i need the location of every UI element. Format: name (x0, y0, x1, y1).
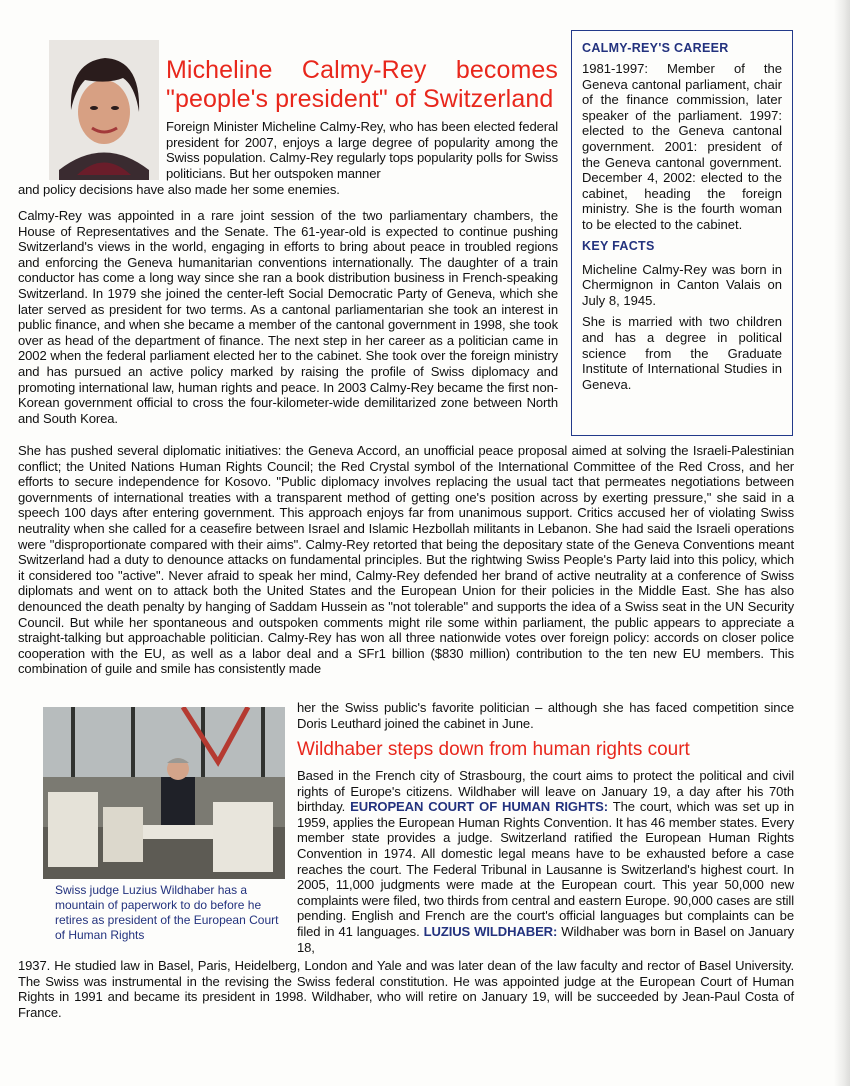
headline-word: Calmy-Rey (301, 56, 427, 84)
key-fact-family: She is married with two children and has a degree in political science from the Graduate Institute of International Studies in Geneva. (582, 314, 782, 392)
career-sidebar (571, 30, 793, 436)
headline-word: becomes (455, 56, 558, 84)
court-text-a: Based in the French city of Strasbourg, the court aims to protect the political and civil rights of Europe's citizens. Wildhaber will leave on January 19, a day after his 70th birthday. (297, 768, 794, 815)
key-facts-heading: KEY FACTS (582, 238, 655, 253)
key-fact-birth: Micheline Calmy-Rey was born in Chermignon in Canton Valais on July 8, 1945. (582, 261, 782, 308)
headline-wildhaber: Wildhaber steps down from human rights court (297, 739, 690, 760)
wildhaber-label: LUZIUS WILDHABER: (423, 923, 558, 939)
body-paragraph-court (297, 768, 794, 955)
headline-calmy-rey (166, 56, 558, 114)
career-heading: CALMY-REY'S CAREER (582, 41, 729, 55)
body-paragraph-appointment: Calmy-Rey was appointed in a rare joint session of the two parliamentary chambers, the House of Representatives and the Senate. The 61-year-old is expected to continue pushing Switzerland's views in the world, engaging in efforts to bring about peace in troubled regions and enforcing the Geneva humanitarian conventions internationally. The daughter of a train conductor has come a long way since she ran a book distribution business in French-speaking Switzerland. In 1979 she joined the center-left Social Democratic Party of Geneva, which she later served as president for two terms. As a cantonal parliamentarian she took an interest in public finance, and when she became a member of the cantonal government in 1998, she took over as head of the department of finance. The next step in her career as a politician came in 2002 when the federal parliament elected her to the cabinet. She took over the foreign ministry and has pursued an active policy marked by raising the profile of Swiss diplomacy and promoting international law, human rights and peace. In 2003 Calmy-Rey became the first non-Korean government official to cross the four-kilometer-wide demilitarized zone between North and South Korea. (18, 208, 558, 426)
body-paragraph-initiatives: She has pushed several diplomatic initiatives: the Geneva Accord, an unofficial peace proposal aimed at solving the Israeli-Palestinian conflict; the United Nations Human Rights Council; the Red Crystal symbol of the International Committee of the Red Cross, and her efforts to secure independence for Kosovo. "Public diplomacy involves replacing the usual tact that permeates negotiations between governments of international treaties with a transparent method of getting one's position across by exerting pressure," she said in a speech 100 days after entering government. This approach enjoys far from unanimous support. Critics accused her of violating Swiss neutrality when she called for a ceasefire between Israel and Islamic Hezbollah militants in Lebanon. She had said the Israeli operations were "disproportionate compared with their aims". Calmy-Rey retorted that being the depositary state of the Geneva Conventions meant Switzerland had a duty to denounce attacks on fundamental principles. But the rightwing Swiss People's Party laid into this policy, which it considered too "active". Never afraid to speak her mind, Calmy-Rey defended her brand of active neutrality at a conference of Swiss diplomats and went on to attack both the United States and the European Union for their policies in the Middle East. She has also denounced the death penalty by hanging of Saddam Hussein as "not tolerable" and supports the idea of a Swiss seat in the UN Security Council. But while her spontaneous and outspoken comments might rile some within parliament, the public appears to appreciate a straight-talking but approachable politician. Calmy-Rey has won all three nationwide votes over foreign policy: accords on closer police cooperation with the EU, as well as a labor deal and a SFr1 billion ($830 million) contribution to the ten new EU members. This combination of guile and smile has consistently made (18, 443, 794, 677)
career-text: 1981-1997: Member of the Geneva cantonal parliament, chair of the finance commission, later speaker of the parliament. 1997: elected to the Geneva cantonal government. 2001: president of the Geneva cantonal government. December 4, 2002: elected to the cabinet, heading the foreign ministry. She is the fourth woman to be elected to the cabinet. (582, 61, 782, 232)
wildhaber-office-photo (43, 707, 285, 879)
calmy-rey-portrait (49, 40, 159, 180)
body-paragraph-wildhaber-bio: 1937. He studied law in Basel, Paris, Heidelberg, London and Yale and was later dean of the law faculty and rector of Basel University. The Swiss was instrumental in the revising the Swiss federal constitution. He was appointed judge at the European Court of Human Rights in 1991 and became its president in 1998. Wildhaber, who will retire on January 19, will be succeeded by Jean-Paul Costa of France. (18, 958, 794, 1020)
photo-caption: Swiss judge Luzius Wildhaber has a mountain of paperwork to do before he retires as president of the European Court of Human Rights (55, 883, 279, 942)
intro-paragraph: Foreign Minister Micheline Calmy-Rey, who has been elected federal president for 2007, enjoys a large degree of popularity among the Swiss population. Calmy-Rey regularly tops popularity polls for Swiss politicians. But her outspoken manner (166, 119, 558, 181)
echr-label: EUROPEAN COURT OF HUMAN RIGHTS: (350, 799, 609, 815)
headline-line-1 (166, 56, 558, 85)
body-paragraph-initiatives-tail: her the Swiss public's favorite politician – although she has faced competition since Doris Leuthard joined the cabinet in June. (297, 700, 794, 731)
intro-paragraph-tail: and policy decisions have also made her some enemies. (18, 182, 340, 197)
court-text-b: The court, which was set up in 1959, applies the European Human Rights Convention. It has 46 member states. Every member state provides a judge. Switzerland ratified the European Human Rights Convention in 1974. All domestic legal means have to be exhausted before a case reaches the court. The Federal Tribunal in Lausanne is Switzerland's highest court. In 2005, 11,000 judgments were made at the European court. This year 50,000 new complaints were filed, two thirds from central and eastern Europe. 90,000 cases are still pending. English and French are the court's official languages but complaints can be filed in 41 languages. (297, 799, 794, 939)
headline-line-2: "people's president" of Switzerland (166, 85, 554, 113)
page-edge (834, 0, 850, 1086)
headline-word: Micheline (166, 56, 273, 84)
court-text-c: Wildhaber was born in Basel on January 18, (297, 923, 794, 955)
